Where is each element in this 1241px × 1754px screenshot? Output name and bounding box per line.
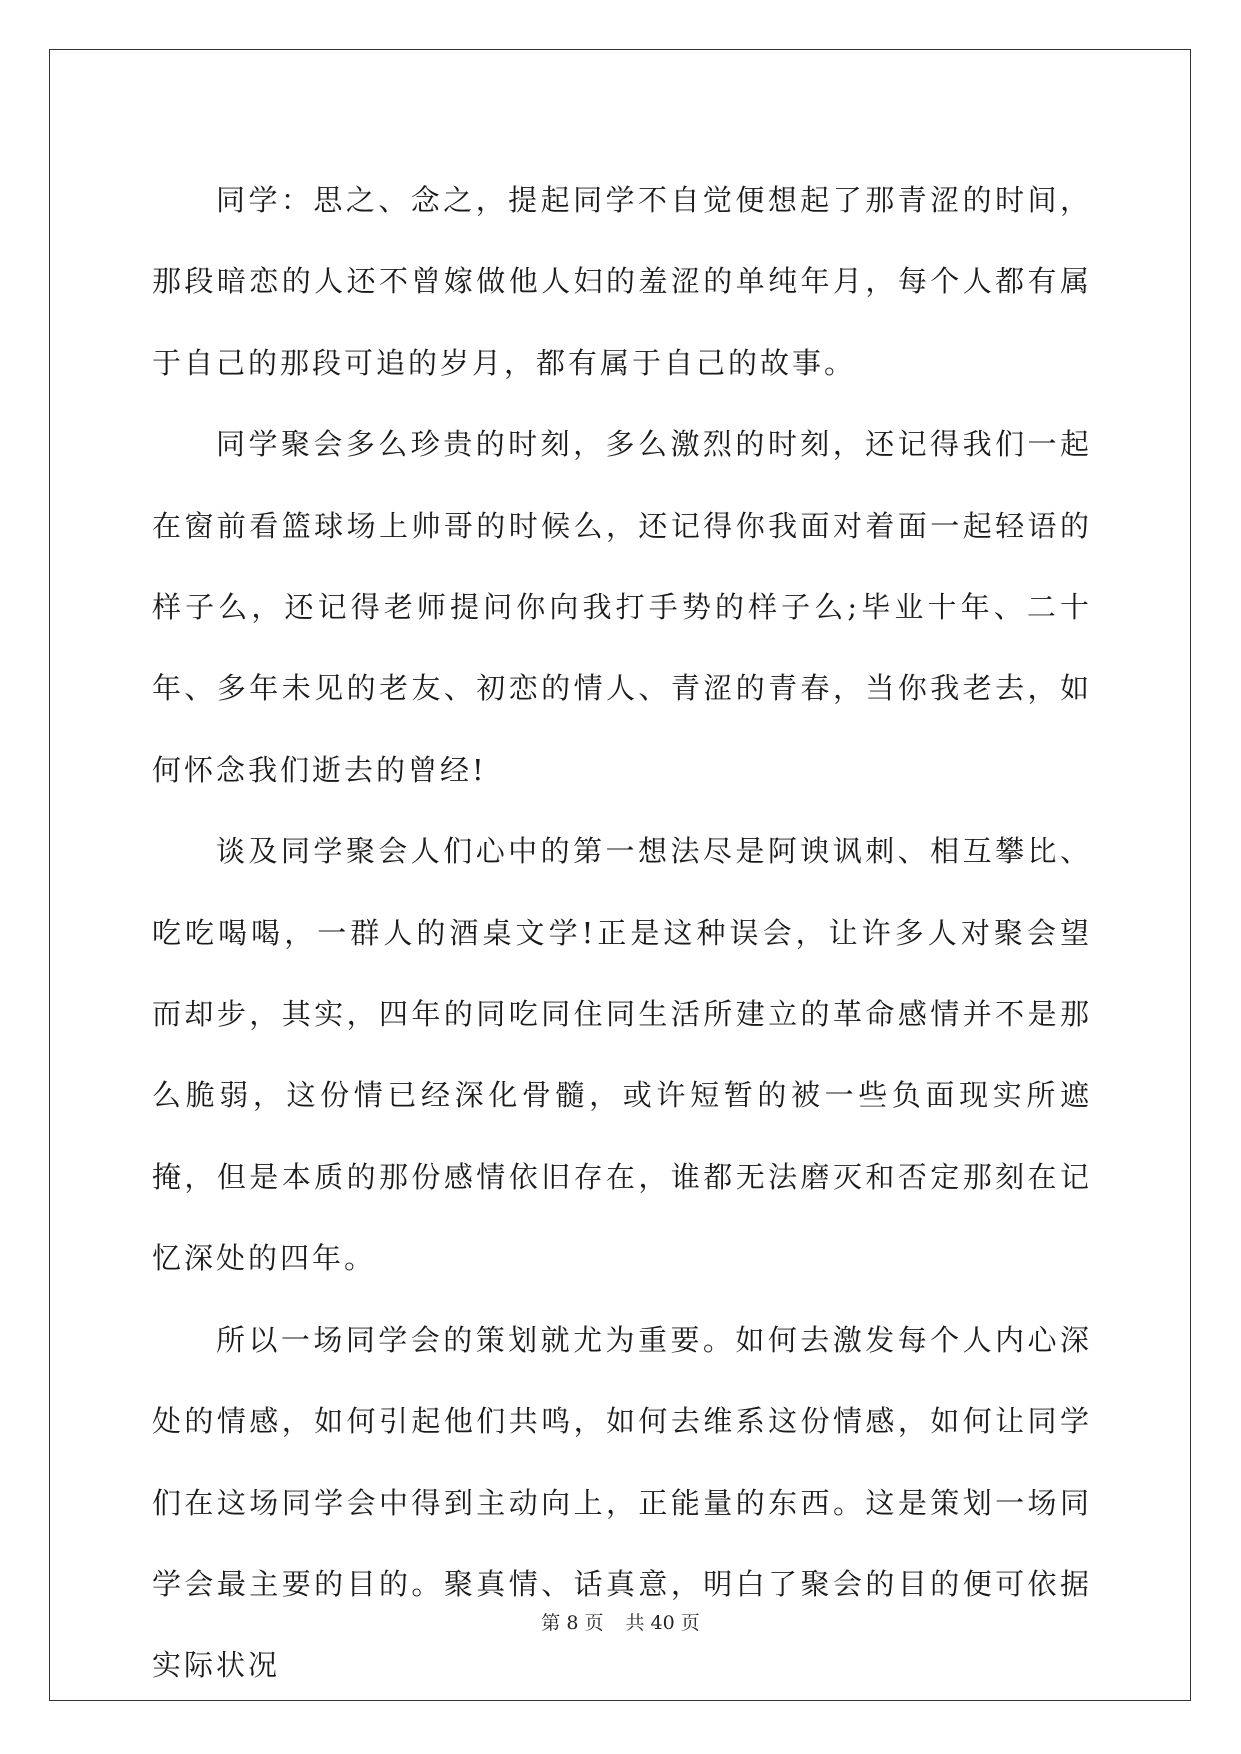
page-total: 共 40 页 — [625, 1612, 700, 1634]
document-body — [152, 160, 1092, 1707]
paragraph: 所以一场同学会的策划就尤为重要。如何去激发每个人内心深处的情感，如何引起他们共鸣，如何去维系这份情感，如何让同学们在这场同学会中得到主动向上，正能量的东西。这是策划一场同学会最主要的目的。聚真情、话真意，明白了聚会的目的便可依据实际状况 — [152, 1322, 1092, 1683]
paragraph: 同学：思之、念之，提起同学不自觉便想起了那青涩的时间，那段暗恋的人还不曾嫁做他人妇的羞涩的单纯年月，每个人都有属于自己的那段可追的岁月，都有属于自己的故事。 — [152, 183, 1092, 380]
paragraph: 同学聚会多么珍贵的时刻，多么激烈的时刻，还记得我们一起在窗前看篮球场上帅哥的时候么，还记得你我面对着面一起轻语的样子么，还记得老师提问你向我打手势的样子么;毕业十年、二十年、多年未见的老友、初恋的情人、青涩的青春，当你我老去，如何怀念我们逝去的曾经! — [152, 427, 1092, 787]
page-footer — [0, 1611, 1241, 1635]
paragraph: 谈及同学聚会人们心中的第一想法尽是阿谀讽刺、相互攀比、吃吃喝喝，一群人的酒桌文学!正是这种误会，让许多人对聚会望而却步，其实，四年的同吃同住同生活所建立的革命感情并不是那么脆弱，这份情已经深化骨髓，或许短暂的被一些负面现实所遮掩，但是本质的那份感情依旧存在，谁都无法磨灭和否定那刻在记忆深处的四年。 — [152, 834, 1092, 1276]
page-number: 第 8 页 — [541, 1612, 604, 1634]
